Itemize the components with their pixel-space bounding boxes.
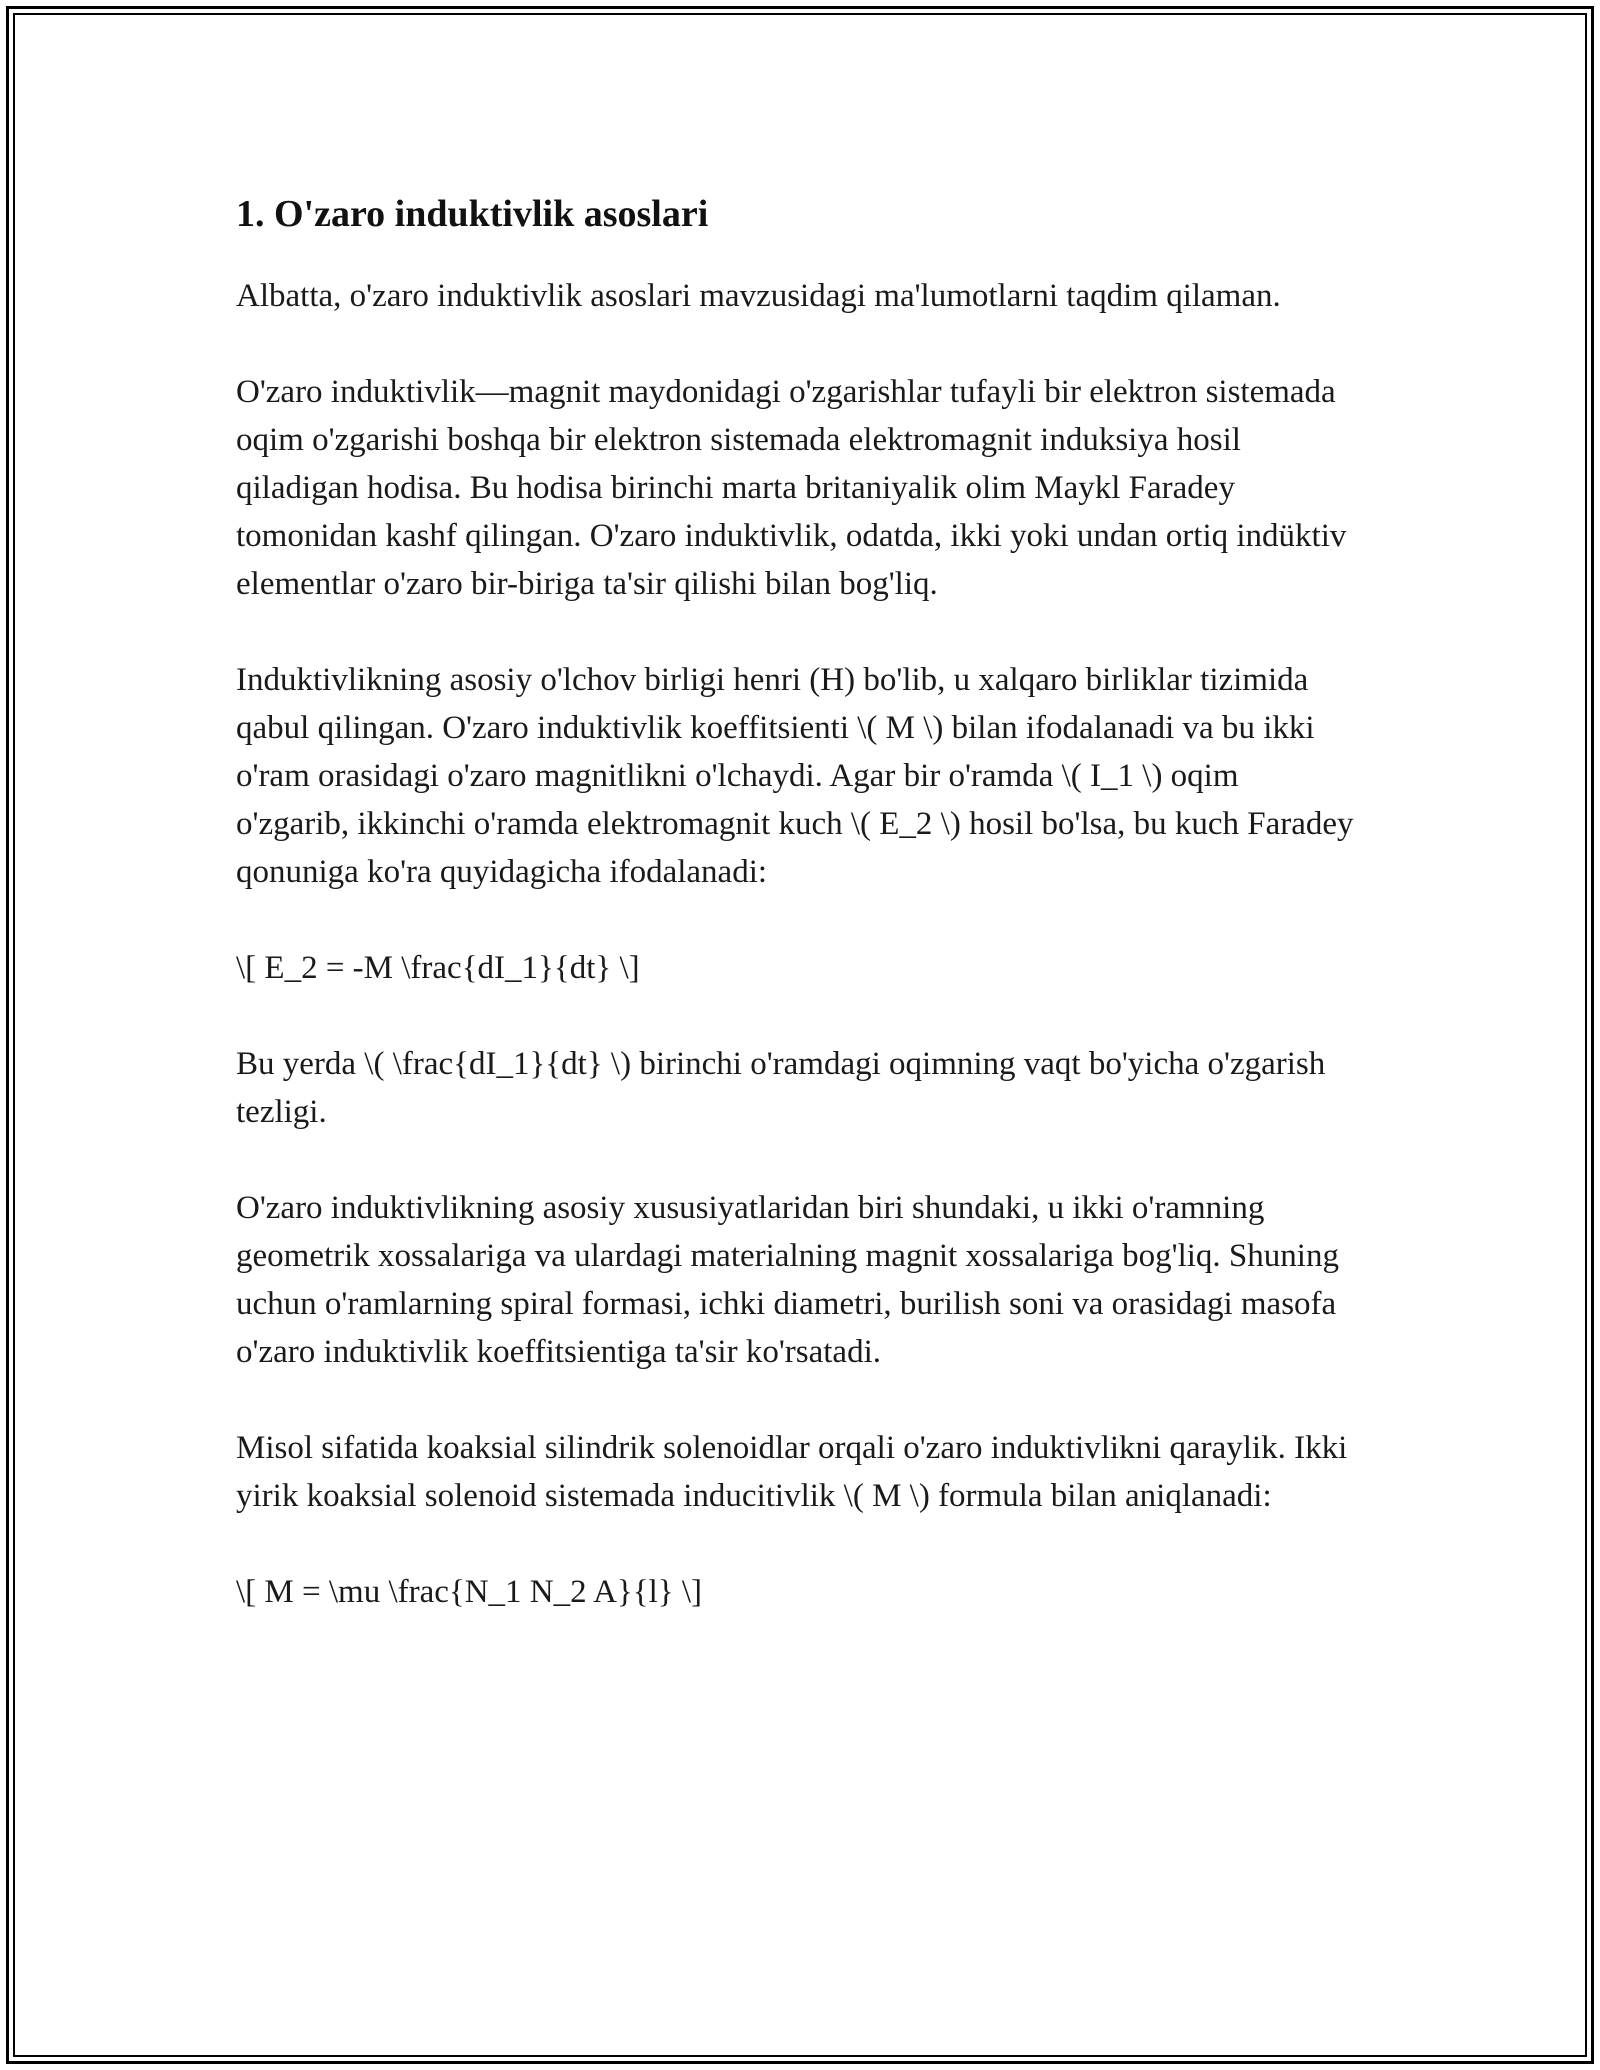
formula-emf: \[ E_2 = -M \frac{dI_1}{dt} \] <box>236 950 640 986</box>
formula-mutual-inductance: \[ M = \mu \frac{N_1 N_2 A}{l} \] <box>236 1574 702 1610</box>
formula-explanation-paragraph: Bu yerda \( \frac{dI_1}{dt} \) birinchi o'ramdagi oqimning vaqt bo'yicha o'zgarish tezligi. <box>236 1046 1326 1130</box>
definition-paragraph: O'zaro induktivlik—magnit maydonidagi o'zgarishlar tufayli bir elektron sistemada oqim o'zgarishi boshqa bir elektron sistemada elektromagnit induksiya hosil qiladigan hodisa. Bu hodisa birinchi marta britaniyalik olim Maykl Faradey tomonidan kashf qilingan. O'zaro induktivlik, odatda, ikki yoki undan ortiq indüktiv elementlar o'zaro bir-biriga ta'sir qilishi bilan bog'liq. <box>236 374 1347 602</box>
properties-paragraph: O'zaro induktivlikning asosiy xususiyatlaridan biri shundaki, u ikki o'ramning geometrik xossalariga va ulardagi materialning magnit xossalariga bog'liq. Shuning uchun o'ramlarning spiral formasi, ichki diametri, burilish soni va orasidagi masofa o'zaro induktivlik koeffitsientiga ta'sir ko'rsatadi. <box>236 1190 1339 1370</box>
document-body <box>236 186 1356 1664</box>
intro-paragraph: Albatta, o'zaro induktivlik asoslari mavzusidagi ma'lumotlarni taqdim qilaman. <box>236 278 1281 314</box>
section-heading: 1. O'zaro induktivlik asoslari <box>236 193 709 235</box>
units-paragraph: Induktivlikning asosiy o'lchov birligi henri (H) bo'lib, u xalqaro birliklar tizimida qabul qilingan. O'zaro induktivlik koeffitsienti \( M \) bilan ifodalanadi va bu ikki o'ram orasidagi o'zaro magnitlikni o'lchaydi. Agar bir o'ramda \( I_1 \) oqim o'zgarib, ikkinchi o'ramda elektromagnit kuch \( E_2 \) hosil bo'lsa, bu kuch Faradey qonuniga ko'ra quyidagicha ifodalanadi: <box>236 662 1354 890</box>
example-paragraph: Misol sifatida koaksial silindrik solenoidlar orqali o'zaro induktivlikni qaraylik. Ikki yirik koaksial solenoid sistemada inducitivlik \( M \) formula bilan aniqlanadi: <box>236 1430 1348 1514</box>
